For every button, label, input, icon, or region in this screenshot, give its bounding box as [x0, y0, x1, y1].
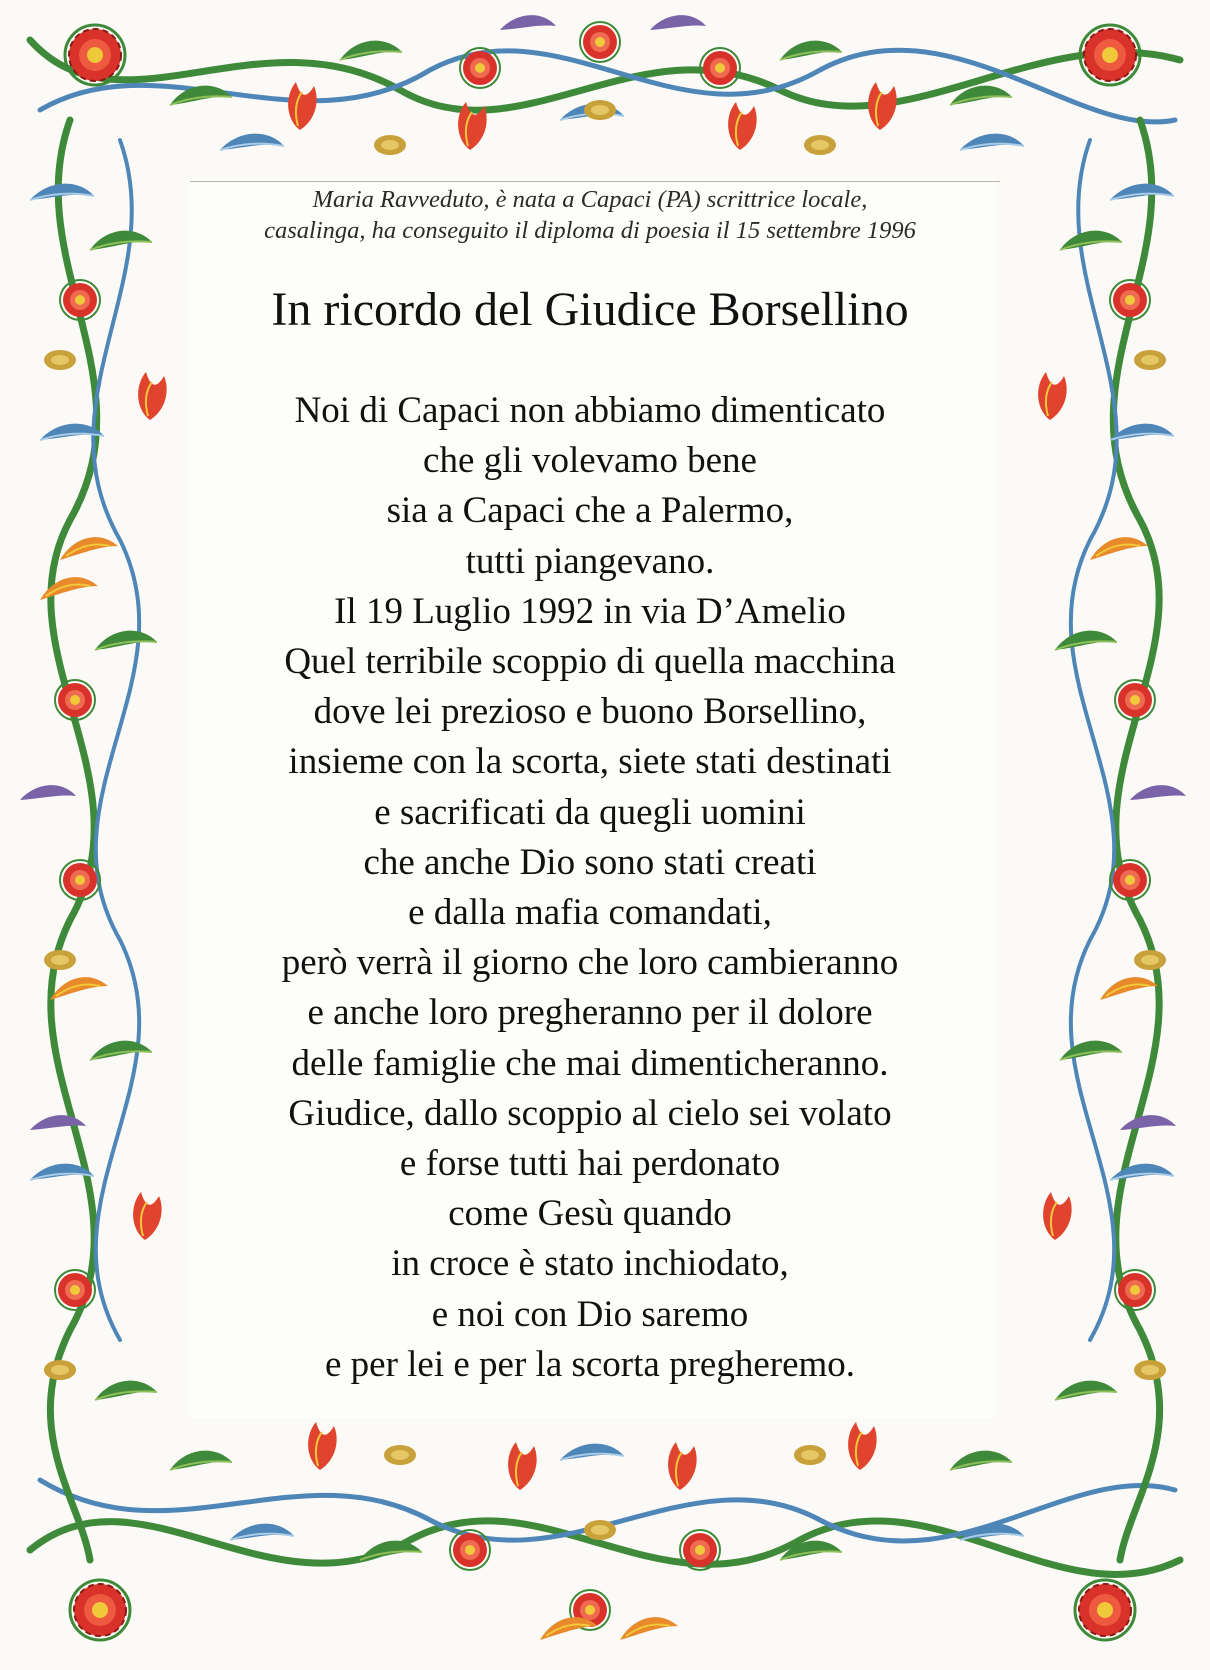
poem-line: Il 19 Luglio 1992 in via D’Amelio	[334, 590, 846, 632]
poem-line: Giudice, dallo scoppio al cielo sei volato	[288, 1092, 892, 1134]
poem-title: In ricordo del Giudice Borsellino	[271, 283, 909, 336]
poem-line: e noi con Dio saremo	[431, 1293, 749, 1335]
author-bio-line: Maria Ravveduto, è nata a Capaci (PA) scrittrice locale,	[312, 186, 868, 213]
poem-line: delle famiglie che mai dimenticheranno.	[291, 1042, 889, 1084]
poem-line: e dalla mafia comandati,	[408, 892, 772, 934]
poem-line: dove lei prezioso e buono Borsellino,	[313, 691, 867, 733]
poem-line: che anche Dio sono stati creati	[363, 841, 817, 883]
poem-line: che gli volevamo bene	[423, 440, 757, 482]
bio-divider	[190, 181, 1000, 182]
poem-line: e forse tutti hai perdonato	[399, 1143, 781, 1185]
poem-line: Quel terribile scoppio di quella macchina	[284, 641, 896, 683]
poem-line: e anche loro pregheranno per il dolore	[307, 992, 873, 1034]
poem-line: Noi di Capaci non abbiamo dimenticato	[294, 390, 886, 431]
poem-line: e per lei e per la scorta pregheremo.	[324, 1343, 856, 1385]
author-bio-line: casalinga, ha conseguito il diploma di poesia il 15 settembre 1996	[264, 217, 916, 244]
author-bio	[170, 184, 1010, 246]
poem-body	[150, 386, 1030, 1390]
poem-line: in croce è stato inchiodato,	[391, 1243, 789, 1285]
poem-line: però verrà il giorno che loro cambieranno	[281, 942, 899, 984]
poem-line: come Gesù quando	[448, 1193, 732, 1235]
poem-line: e sacrificati da quegli uomini	[374, 791, 806, 833]
poem-line: insieme con la scorta, siete stati destinati	[288, 741, 892, 783]
poem-line: tutti piangevano.	[465, 540, 715, 582]
poem-line: sia a Capaci che a Palermo,	[386, 490, 794, 532]
